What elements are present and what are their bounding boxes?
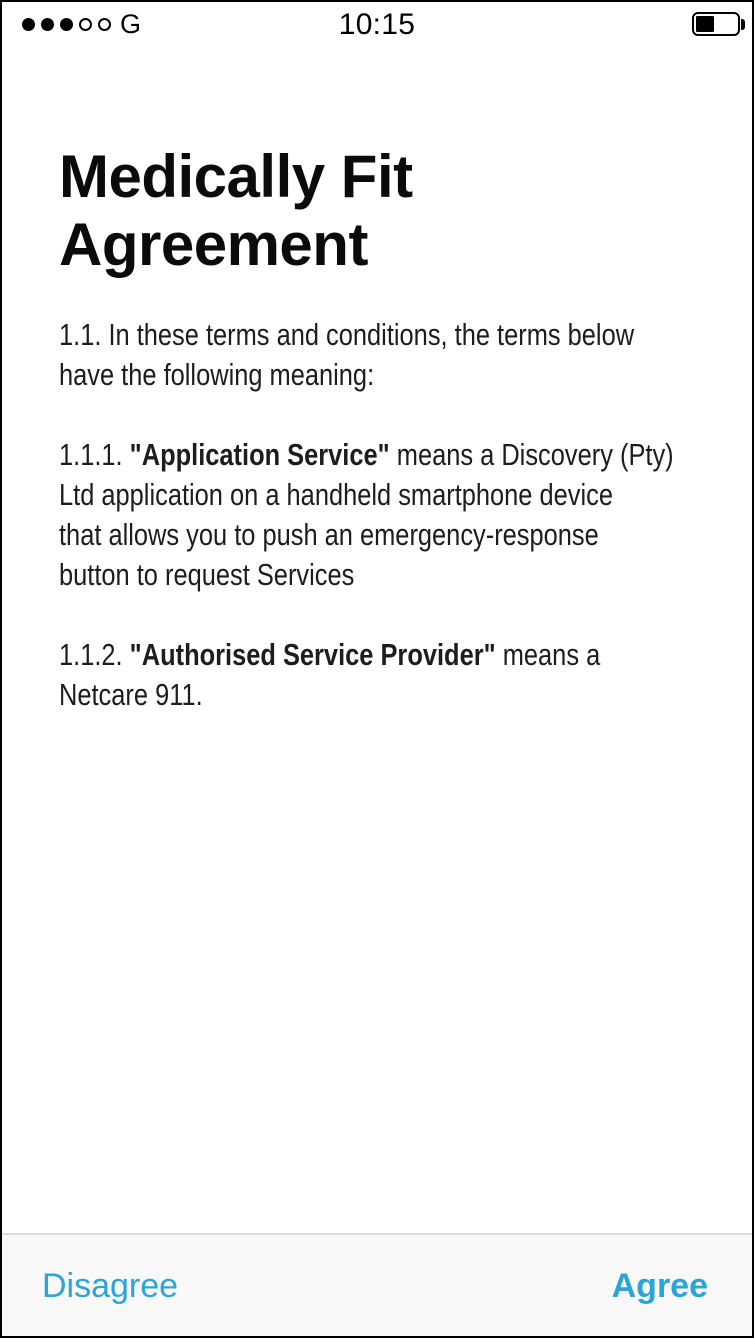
paragraph: [59, 635, 699, 715]
paragraph-line: button to request Services: [59, 557, 355, 592]
status-bar: [2, 2, 752, 46]
paragraph-line: Ltd application on a handheld smartphone device: [59, 477, 613, 512]
paragraph-line: have the following meaning:: [59, 357, 375, 392]
paragraph-line: 1.1. In these terms and conditions, the terms below: [59, 317, 635, 352]
battery-nub: [741, 19, 745, 30]
paragraph-line: that allows you to push an emergency-response: [59, 517, 599, 552]
paragraph-line: 1.1.2. "Authorised Service Provider" means a: [59, 637, 601, 672]
battery-body: [692, 12, 740, 36]
page-title: Medically Fit Agreement: [59, 143, 413, 278]
bottom-action-bar: [2, 1233, 752, 1336]
carrier-label: G: [120, 8, 142, 39]
disagree-button[interactable]: Disagree: [42, 1266, 179, 1305]
paragraph-line: 1.1.1. "Application Service" means a Discovery (Pty): [59, 437, 674, 472]
agree-button[interactable]: Agree: [611, 1266, 708, 1305]
battery-icon: [692, 12, 745, 36]
agreement-body: [59, 315, 699, 715]
paragraph: [59, 435, 699, 595]
status-time: 10:15: [338, 8, 416, 41]
paragraph: [59, 315, 699, 395]
paragraph-line: Netcare 911.: [59, 677, 203, 712]
battery-fill: [696, 16, 714, 32]
agreement-content: [2, 143, 752, 715]
